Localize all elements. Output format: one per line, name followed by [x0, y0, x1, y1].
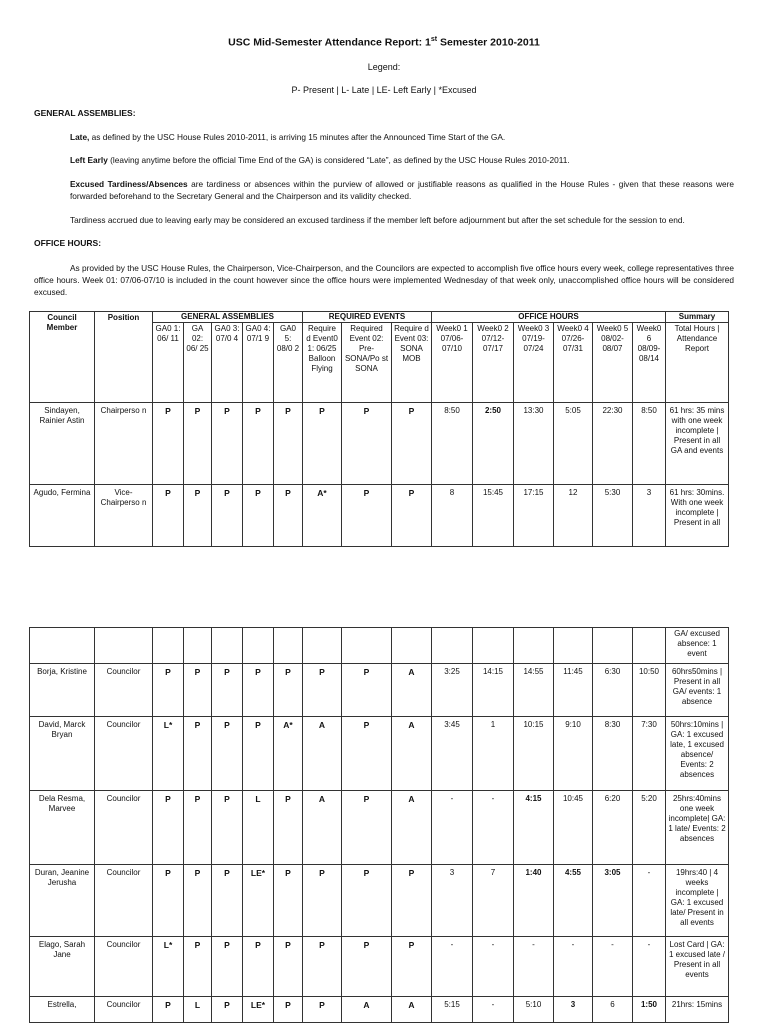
ga-3-status: P [212, 485, 243, 547]
event-2-status: A [342, 997, 392, 1023]
week-5-hours: 5:30 [593, 485, 633, 547]
ga-3-status: P [212, 865, 243, 937]
week-5-hours: 6 [593, 997, 633, 1023]
event-2-status: P [342, 664, 392, 717]
member-name: Agudo, Fermina [30, 485, 95, 547]
col-ga-5: GA0 5: 08/0 2 [274, 323, 303, 403]
ga-4-status: P [243, 717, 274, 791]
col-event-3: Require d Event 03: SONA MOB [392, 323, 432, 403]
event-1-status: P [303, 937, 342, 997]
ga-2-status: P [184, 485, 212, 547]
attendance-table-part1 [29, 311, 729, 547]
week-1-hours: 3 [432, 865, 473, 937]
table-group-header [30, 312, 729, 323]
week-4-hours: - [554, 937, 593, 997]
week-1-hours: 5:15 [432, 997, 473, 1023]
col-council-member: Council Member [30, 312, 95, 403]
week-2-hours: - [473, 937, 514, 997]
table-row [30, 717, 729, 791]
member-name: David, Marck Bryan [30, 717, 95, 791]
ga-1-status: P [153, 865, 184, 937]
week-5-hours: - [593, 937, 633, 997]
ga-5-status: P [274, 997, 303, 1023]
week-2-hours: 14:15 [473, 664, 514, 717]
summary-cell: 21hrs: 15mins [666, 997, 729, 1023]
event-3-status: A [392, 664, 432, 717]
event-3-status: P [392, 403, 432, 485]
table-row [30, 403, 729, 485]
general-assemblies-heading: GENERAL ASSEMBLIES: [34, 108, 136, 118]
member-name: Borja, Kristine [30, 664, 95, 717]
member-position: Councilor [95, 865, 153, 937]
ga-5-status: P [274, 791, 303, 865]
group-general-assemblies: GENERAL ASSEMBLIES [153, 312, 303, 323]
col-summary: Total Hours | Attendance Report [666, 323, 729, 403]
table-row [30, 485, 729, 547]
member-name: Elago, Sarah Jane [30, 937, 95, 997]
week-3-hours: 1:40 [514, 865, 554, 937]
week-1-hours: 3:45 [432, 717, 473, 791]
ga-2-status: P [184, 403, 212, 485]
week-3-hours: 10:15 [514, 717, 554, 791]
week-5-hours: 6:30 [593, 664, 633, 717]
ga-4-status: L [243, 791, 274, 865]
left-early-definition: Left Early (leaving anytime before the official Time End of the GA) is considered “Late”, as defined by the USC House Rules 2010-2011. [70, 155, 570, 165]
week-6-hours: 1:50 [633, 997, 666, 1023]
member-name: Duran, Jeanine Jerusha [30, 865, 95, 937]
continuation-row [30, 628, 729, 664]
summary-cell: 19hrs:40 | 4 weeks incomplete | GA: 1 excused late/ Present in all events [666, 865, 729, 937]
member-position: Councilor [95, 937, 153, 997]
ga-1-status: P [153, 664, 184, 717]
member-position: Vice-Chairperso n [95, 485, 153, 547]
summary-cell: 61 hrs: 30mins. With one week incomplete | Present in all [666, 485, 729, 547]
ga-3-status: P [212, 403, 243, 485]
member-name: Estrella, [30, 997, 95, 1023]
col-ga-2: GA 02: 06/ 25 [184, 323, 212, 403]
week-3-hours: 5:10 [514, 997, 554, 1023]
week-6-hours: 10:50 [633, 664, 666, 717]
ga-5-status: P [274, 403, 303, 485]
event-3-status: P [392, 485, 432, 547]
ga-3-status: P [212, 664, 243, 717]
summary-cell: 25hrs:40mins one week incomplete| GA: 1 late/ Events: 2 absences [666, 791, 729, 865]
summary-cell: 60hrs50mins | Present in all GA/ events: 1 absence [666, 664, 729, 717]
ga-1-status: L* [153, 937, 184, 997]
event-1-status: P [303, 997, 342, 1023]
member-position: Councilor [95, 997, 153, 1023]
ga-1-status: P [153, 997, 184, 1023]
office-hours-heading: OFFICE HOURS: [34, 238, 102, 248]
group-required-events: REQUIRED EVENTS [303, 312, 432, 323]
event-2-status: P [342, 791, 392, 865]
ga-2-status: P [184, 865, 212, 937]
event-2-status: P [342, 937, 392, 997]
ga-5-status: P [274, 937, 303, 997]
week-3-hours: 14:55 [514, 664, 554, 717]
event-3-status: A [392, 997, 432, 1023]
member-position: Councilor [95, 664, 153, 717]
summary-cell: Lost Card | GA: 1 excused late / Present in all events [666, 937, 729, 997]
week-4-hours: 11:45 [554, 664, 593, 717]
ga-5-status: P [274, 865, 303, 937]
event-1-status: P [303, 865, 342, 937]
ga-4-status: P [243, 664, 274, 717]
ga-1-status: P [153, 485, 184, 547]
week-1-hours: 3:25 [432, 664, 473, 717]
col-week-6: Week0 6 08/09-08/14 [633, 323, 666, 403]
col-ga-1: GA0 1: 06/ 11 [153, 323, 184, 403]
report-title: USC Mid-Semester Attendance Report: 1st Semester 2010-2011 [228, 36, 540, 49]
week-1-hours: - [432, 937, 473, 997]
week-4-hours: 4:55 [554, 865, 593, 937]
table-row [30, 791, 729, 865]
event-1-status: P [303, 403, 342, 485]
ga-4-status: LE* [243, 865, 274, 937]
ga-3-status: P [212, 997, 243, 1023]
week-6-hours: 3 [633, 485, 666, 547]
ga-4-status: P [243, 937, 274, 997]
summary-cell: 61 hrs: 35 mins with one week incomplete | Present in all GA and events [666, 403, 729, 485]
ga-3-status: P [212, 791, 243, 865]
table-row [30, 997, 729, 1023]
week-6-hours: 5:20 [633, 791, 666, 865]
col-position: Position [95, 312, 153, 403]
col-event-2: Required Event 02: Pre-SONA/Po st SONA [342, 323, 392, 403]
summary-cell: 50hrs:10mins | GA: 1 excused late, 1 excused absence/ Events: 2 absences [666, 717, 729, 791]
event-1-status: A [303, 791, 342, 865]
excused-definition: Excused Tardiness/Absences are tardiness or absences within the purview of allowed or justifiable reasons as qualified in the House Rules - given that these reasons were forwarded beforehand to the Secretary General and the Chairperson and its validity checked. [70, 179, 734, 201]
ga-2-status: L [184, 997, 212, 1023]
ga-1-status: P [153, 791, 184, 865]
week-2-hours: 7 [473, 865, 514, 937]
week-1-hours: 8 [432, 485, 473, 547]
week-6-hours: 7:30 [633, 717, 666, 791]
legend-label: Legend: [367, 62, 401, 72]
ga-4-status: LE* [243, 997, 274, 1023]
event-1-status: P [303, 664, 342, 717]
member-position: Councilor [95, 717, 153, 791]
week-2-hours: 1 [473, 717, 514, 791]
week-1-hours: - [432, 791, 473, 865]
ga-2-status: P [184, 664, 212, 717]
event-3-status: A [392, 791, 432, 865]
week-2-hours: - [473, 791, 514, 865]
table-row [30, 664, 729, 717]
col-event-1: Require d Event0 1: 06/25 Balloon Flying [303, 323, 342, 403]
col-ga-4: GA0 4: 07/1 9 [243, 323, 274, 403]
event-2-status: P [342, 717, 392, 791]
event-2-status: P [342, 403, 392, 485]
week-2-hours: 15:45 [473, 485, 514, 547]
tardiness-note: Tardiness accrued due to leaving early may be considered an excused tardiness if the member left before adjournment but after the set schedule for the session to end. [70, 215, 685, 225]
attendance-table-part2 [29, 627, 729, 1023]
ga-3-status: P [212, 937, 243, 997]
event-1-status: A [303, 717, 342, 791]
col-week-2: Week0 2 07/12-07/17 [473, 323, 514, 403]
week-5-hours: 22:30 [593, 403, 633, 485]
week-2-hours: - [473, 997, 514, 1023]
week-1-hours: 8:50 [432, 403, 473, 485]
office-hours-text: As provided by the USC House Rules, the Chairperson, Vice-Chairperson, and the Councilors are expected to accomplish five office hours every week, college representatives three office hours. Week 01: 07/06-07/10 is included in the count however since the office hours were implemented Wednesday of that week only, unaccomplished office hours will be considered excused. [34, 263, 734, 297]
week-4-hours: 5:05 [554, 403, 593, 485]
member-name: Sindayen, Rainier Astin [30, 403, 95, 485]
ga-2-status: P [184, 937, 212, 997]
week-2-hours: 2:50 [473, 403, 514, 485]
col-ga-3: GA0 3: 07/0 4 [212, 323, 243, 403]
week-3-hours: 13:30 [514, 403, 554, 485]
ga-5-status: P [274, 664, 303, 717]
week-3-hours: 17:15 [514, 485, 554, 547]
ga-5-status: A* [274, 717, 303, 791]
week-5-hours: 8:30 [593, 717, 633, 791]
legend-text: P- Present | L- Late | LE- Left Early | *Excused [291, 85, 477, 95]
col-week-3: Week0 3 07/19-07/24 [514, 323, 554, 403]
week-5-hours: 6:20 [593, 791, 633, 865]
week-4-hours: 10:45 [554, 791, 593, 865]
week-3-hours: 4:15 [514, 791, 554, 865]
event-3-status: A [392, 717, 432, 791]
continuation-summary: GA/ excused absence: 1 event [666, 628, 729, 664]
late-definition: Late, as defined by the USC House Rules 2010-2011, is arriving 15 minutes after the Announced Time Start of the GA. [70, 132, 506, 142]
ga-1-status: L* [153, 717, 184, 791]
group-office-hours: OFFICE HOURS [432, 312, 666, 323]
table-row [30, 865, 729, 937]
col-week-5: Week0 5 08/02-08/07 [593, 323, 633, 403]
ga-5-status: P [274, 485, 303, 547]
ga-3-status: P [212, 717, 243, 791]
table-row [30, 937, 729, 997]
week-4-hours: 3 [554, 997, 593, 1023]
event-2-status: P [342, 485, 392, 547]
member-name: Dela Resma, Marvee [30, 791, 95, 865]
group-summary: Summary [666, 312, 729, 323]
ga-4-status: P [243, 403, 274, 485]
week-4-hours: 9:10 [554, 717, 593, 791]
col-week-4: Week0 4 07/26-07/31 [554, 323, 593, 403]
ga-2-status: P [184, 791, 212, 865]
col-week-1: Week0 1 07/06-07/10 [432, 323, 473, 403]
week-6-hours: 8:50 [633, 403, 666, 485]
week-6-hours: - [633, 937, 666, 997]
week-3-hours: - [514, 937, 554, 997]
event-3-status: P [392, 865, 432, 937]
event-2-status: P [342, 865, 392, 937]
event-1-status: A* [303, 485, 342, 547]
member-position: Chairperso n [95, 403, 153, 485]
member-position: Councilor [95, 791, 153, 865]
week-5-hours: 3:05 [593, 865, 633, 937]
week-4-hours: 12 [554, 485, 593, 547]
ga-1-status: P [153, 403, 184, 485]
event-3-status: P [392, 937, 432, 997]
ga-2-status: P [184, 717, 212, 791]
ga-4-status: P [243, 485, 274, 547]
week-6-hours: - [633, 865, 666, 937]
